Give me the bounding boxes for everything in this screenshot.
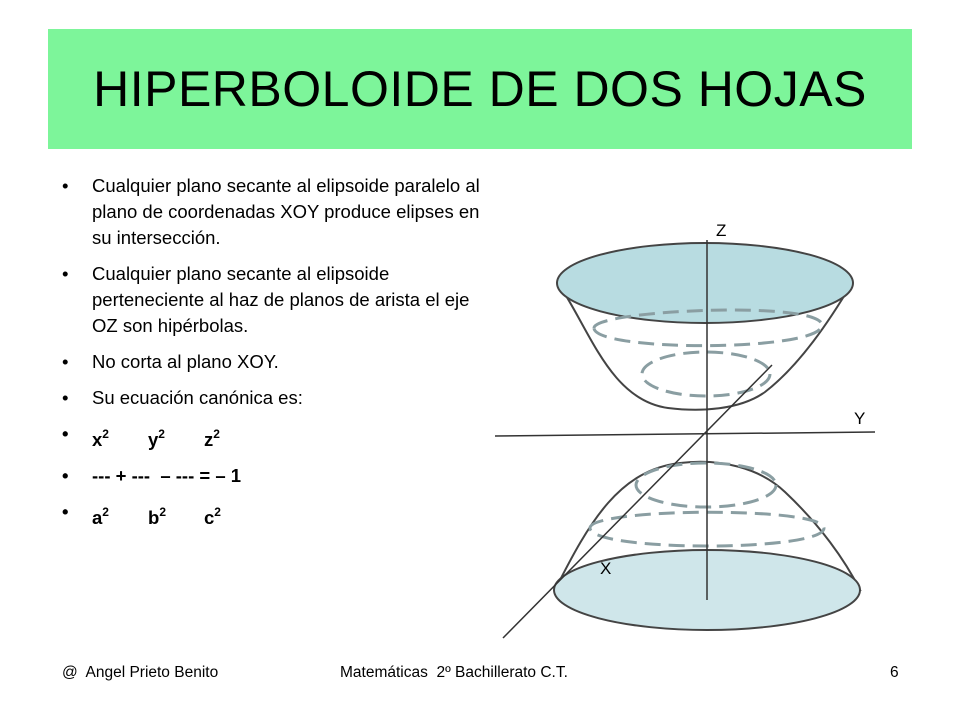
exponent: 2 — [159, 505, 166, 519]
bullet-item: • Cualquier plano secante al elipsoide perteneciente al haz de planos de arista el eje OZ son hipérbolas. — [62, 261, 482, 339]
fraction-line: --- + --- – --- = – 1 — [92, 465, 242, 486]
exponent: 2 — [102, 505, 109, 519]
bullet-item: • Su ecuación canónica es: — [62, 385, 482, 411]
numerator-y: y — [148, 429, 159, 450]
z-axis-label: Z — [716, 221, 727, 240]
numerator-x: x — [92, 429, 103, 450]
exponent: 2 — [102, 427, 109, 441]
footer-course: Matemáticas 2º Bachillerato C.T. — [340, 664, 568, 681]
denominator-b: b — [148, 507, 160, 528]
exponent: 2 — [158, 427, 165, 441]
denominator-c: c — [204, 507, 215, 528]
bullet-item: • Cualquier plano secante al elipsoide paralelo al plano de coordenadas XOY produce elipses en su intersección. — [62, 173, 482, 251]
y-axis-label: Y — [854, 409, 866, 428]
exponent: 2 — [213, 427, 220, 441]
numerator-z: z — [204, 429, 214, 450]
footer-author: @ Angel Prieto Benito — [62, 664, 219, 681]
denominator-a: a — [92, 507, 103, 528]
y-axis — [495, 432, 875, 436]
slide-title: HIPERBOLOIDE DE DOS HOJAS — [93, 61, 867, 117]
footer-page-number: 6 — [890, 664, 899, 681]
upper-cap — [557, 243, 853, 323]
x-axis-label: X — [600, 559, 612, 578]
exponent: 2 — [214, 505, 221, 519]
bullet-item: • No corta al plano XOY. — [62, 349, 482, 375]
